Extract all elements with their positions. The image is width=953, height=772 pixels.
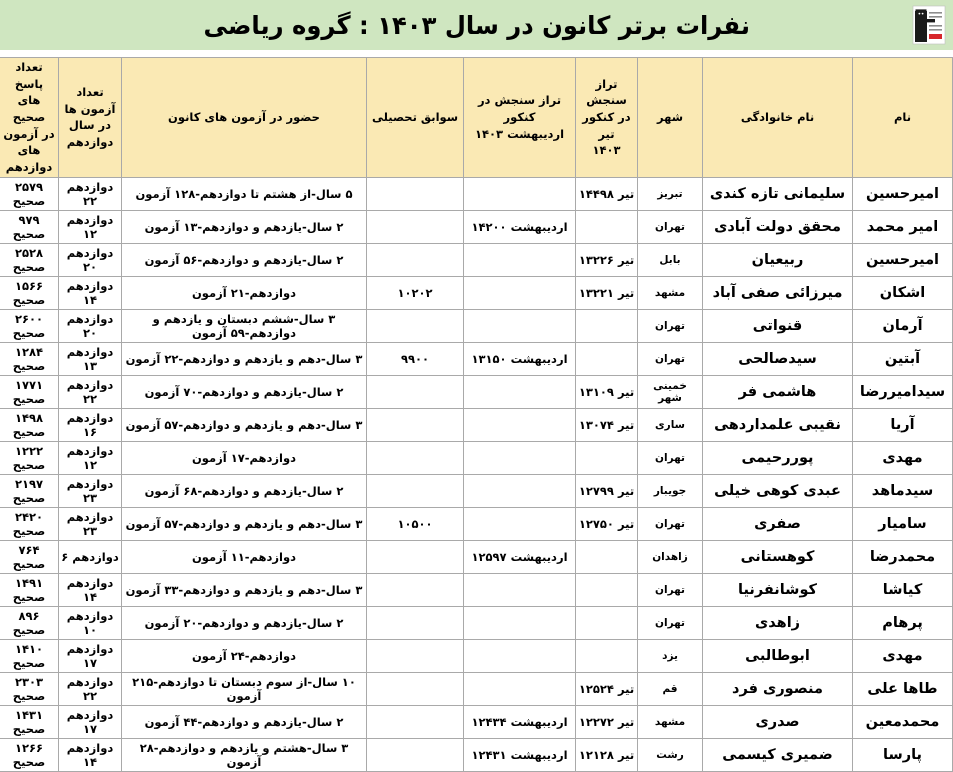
cell-count12: دوازدهم ۱۶	[59, 408, 122, 441]
cell-city: جویبار	[638, 474, 703, 507]
cell-hozur: ۲ سال-یازدهم و دوازدهم-۷۰ آزمون	[122, 375, 367, 408]
table-row	[0, 309, 953, 342]
cell-taraz-ordibehesht	[464, 474, 576, 507]
cell-count12: دوازدهم ۲۰	[59, 243, 122, 276]
cell-taraz-tir	[576, 606, 638, 639]
cell-count12: دوازدهم ۱۲	[59, 441, 122, 474]
table-row	[0, 342, 953, 375]
cell-family: هاشمی فر	[703, 375, 853, 408]
cell-name: امیرحسین	[853, 243, 953, 276]
cell-taraz-tir: تیر ۱۲۱۲۸	[576, 738, 638, 771]
cell-family: نقیبی علمداردهی	[703, 408, 853, 441]
cell-correct: ۱۴۱۰ صحیح	[0, 639, 59, 672]
cell-savabegh	[367, 672, 464, 705]
cell-savabegh	[367, 177, 464, 210]
cell-taraz-tir	[576, 342, 638, 375]
column-header-taraz-tir	[576, 58, 638, 178]
cell-taraz-ordibehesht: اردیبهشت ۱۲۴۳۱	[464, 738, 576, 771]
cell-correct: ۲۵۲۸ صحیح	[0, 243, 59, 276]
cell-name: سامیار	[853, 507, 953, 540]
column-header-count12	[59, 58, 122, 178]
cell-family: صدری	[703, 705, 853, 738]
column-header-hozur-label: حضور در آزمون های کانون	[168, 110, 320, 125]
cell-savabegh	[367, 540, 464, 573]
table-row	[0, 177, 953, 210]
cell-name: آرمان	[853, 309, 953, 342]
cell-taraz-tir: تیر ۱۴۴۹۸	[576, 177, 638, 210]
cell-taraz-tir: تیر ۱۳۲۲۶	[576, 243, 638, 276]
cell-taraz-ordibehesht	[464, 276, 576, 309]
cell-count12: دوازدهم ۱۰	[59, 606, 122, 639]
table-row	[0, 606, 953, 639]
cell-name: آبتین	[853, 342, 953, 375]
cell-name: اشکان	[853, 276, 953, 309]
cell-family: منصوری فرد	[703, 672, 853, 705]
cell-family: قنواتی	[703, 309, 853, 342]
cell-hozur: ۳ سال-دهم و یازدهم و دوازدهم-۳۳ آزمون	[122, 573, 367, 606]
cell-taraz-ordibehesht	[464, 606, 576, 639]
cell-correct: ۸۹۶ صحیح	[0, 606, 59, 639]
cell-taraz-tir	[576, 573, 638, 606]
cell-hozur: ۲ سال-یازدهم و دوازدهم-۵۶ آزمون	[122, 243, 367, 276]
cell-taraz-ordibehesht	[464, 639, 576, 672]
table-row	[0, 573, 953, 606]
cell-name: محمدرضا	[853, 540, 953, 573]
cell-taraz-ordibehesht	[464, 375, 576, 408]
cell-family: عبدی کوهی خیلی	[703, 474, 853, 507]
cell-savabegh	[367, 474, 464, 507]
cell-savabegh	[367, 408, 464, 441]
cell-savabegh	[367, 441, 464, 474]
cell-taraz-ordibehesht	[464, 309, 576, 342]
cell-taraz-tir	[576, 639, 638, 672]
cell-city: تهران	[638, 210, 703, 243]
cell-taraz-tir: تیر ۱۳۰۷۴	[576, 408, 638, 441]
cell-correct: ۹۷۹ صحیح	[0, 210, 59, 243]
cell-city: تهران	[638, 507, 703, 540]
cell-hozur: ۲ سال-یازدهم و دوازدهم-۱۳ آزمون	[122, 210, 367, 243]
cell-savabegh	[367, 705, 464, 738]
table-row	[0, 540, 953, 573]
cell-name: آریا	[853, 408, 953, 441]
cell-family: کوشانفرنیا	[703, 573, 853, 606]
cell-taraz-tir	[576, 540, 638, 573]
cell-family: صفری	[703, 507, 853, 540]
cell-city: تهران	[638, 309, 703, 342]
cell-savabegh	[367, 639, 464, 672]
cell-city: بابل	[638, 243, 703, 276]
cell-taraz-ordibehesht: اردیبهشت ۱۲۵۹۷	[464, 540, 576, 573]
cell-correct: ۱۲۲۲ صحیح	[0, 441, 59, 474]
cell-family: میرزائی صفی آباد	[703, 276, 853, 309]
cell-family: کوهستانی	[703, 540, 853, 573]
cell-hozur: ۳ سال-دهم و یازدهم و دوازدهم-۵۷ آزمون	[122, 408, 367, 441]
cell-count12: دوازدهم ۶	[59, 540, 122, 573]
column-header-name-label: نام	[893, 110, 912, 125]
table-row	[0, 474, 953, 507]
table-row	[0, 507, 953, 540]
cell-correct: ۱۴۳۱ صحیح	[0, 705, 59, 738]
cell-correct: ۲۶۰۰ صحیح	[0, 309, 59, 342]
table-row	[0, 738, 953, 771]
cell-taraz-ordibehesht	[464, 507, 576, 540]
cell-correct: ۱۲۶۶ صحیح	[0, 738, 59, 771]
cell-taraz-ordibehesht	[464, 177, 576, 210]
cell-hozur: دوازدهم-۲۱ آزمون	[122, 276, 367, 309]
column-header-savabegh-label: سوابق تحصیلی	[371, 110, 459, 125]
cell-savabegh: ۱۰۲۰۲	[367, 276, 464, 309]
cell-taraz-tir	[576, 309, 638, 342]
cell-taraz-ordibehesht	[464, 573, 576, 606]
cell-savabegh	[367, 573, 464, 606]
cell-taraz-tir: تیر ۱۲۲۷۲	[576, 705, 638, 738]
cell-taraz-ordibehesht	[464, 408, 576, 441]
cell-hozur: ۱۰ سال-از سوم دبستان تا دوازدهم-۲۱۵ آزمون	[122, 672, 367, 705]
table-row	[0, 210, 953, 243]
cell-taraz-ordibehesht: اردیبهشت ۱۴۲۰۰	[464, 210, 576, 243]
cell-hozur: ۳ سال-دهم و یازدهم و دوازدهم-۵۷ آزمون	[122, 507, 367, 540]
table-header-row	[0, 58, 953, 178]
cell-name: پارسا	[853, 738, 953, 771]
cell-correct: ۲۳۰۳ صحیح	[0, 672, 59, 705]
cell-correct: ۲۴۲۰ صحیح	[0, 507, 59, 540]
cell-city: ساری	[638, 408, 703, 441]
cell-taraz-tir: تیر ۱۲۷۵۰	[576, 507, 638, 540]
cell-name: کیاشا	[853, 573, 953, 606]
cell-taraz-tir: تیر ۱۲۵۲۴	[576, 672, 638, 705]
cell-savabegh: ۱۰۵۰۰	[367, 507, 464, 540]
kanoon-logo-icon	[909, 3, 949, 47]
page-banner	[0, 0, 953, 50]
column-header-name	[853, 58, 953, 178]
cell-hozur: ۵ سال-از هشتم تا دوازدهم-۱۲۸ آزمون	[122, 177, 367, 210]
page-title: نفرات برتر کانون در سال ۱۴۰۳ : گروه ریاضی	[203, 10, 750, 40]
cell-correct: ۷۶۴ صحیح	[0, 540, 59, 573]
cell-family: ربیعیان	[703, 243, 853, 276]
cell-savabegh: ۹۹۰۰	[367, 342, 464, 375]
cell-count12: دوازدهم ۱۴	[59, 573, 122, 606]
cell-hozur: دوازدهم-۱۷ آزمون	[122, 441, 367, 474]
cell-count12: دوازدهم ۱۴	[59, 276, 122, 309]
cell-city: مشهد	[638, 705, 703, 738]
cell-savabegh	[367, 375, 464, 408]
cell-correct: ۲۵۷۹ صحیح	[0, 177, 59, 210]
cell-family: پوررحیمی	[703, 441, 853, 474]
cell-name: طاها علی	[853, 672, 953, 705]
cell-savabegh	[367, 738, 464, 771]
table-row	[0, 408, 953, 441]
cell-hozur: دوازدهم-۲۴ آزمون	[122, 639, 367, 672]
cell-correct: ۱۲۸۴ صحیح	[0, 342, 59, 375]
cell-family: زاهدی	[703, 606, 853, 639]
cell-city: زاهدان	[638, 540, 703, 573]
table-row	[0, 672, 953, 705]
table-row	[0, 276, 953, 309]
cell-hozur: ۳ سال-ششم دبستان و یازدهم و دوازدهم-۵۹ آزمون	[122, 309, 367, 342]
cell-name: محمدمعین	[853, 705, 953, 738]
column-header-taraz-ordibehesht	[464, 58, 576, 178]
column-header-family	[703, 58, 853, 178]
cell-name: سیدماهد	[853, 474, 953, 507]
table-header	[0, 58, 953, 178]
cell-correct: ۲۱۹۷ صحیح	[0, 474, 59, 507]
cell-taraz-ordibehesht	[464, 243, 576, 276]
cell-taraz-tir	[576, 210, 638, 243]
top-students-table	[0, 57, 953, 772]
cell-count12: دوازدهم ۲۰	[59, 309, 122, 342]
cell-taraz-tir: تیر ۱۳۱۰۹	[576, 375, 638, 408]
cell-count12: دوازدهم ۲۳	[59, 474, 122, 507]
cell-taraz-ordibehesht: اردیبهشت ۱۲۴۳۴	[464, 705, 576, 738]
cell-city: مشهد	[638, 276, 703, 309]
cell-savabegh	[367, 243, 464, 276]
cell-taraz-ordibehesht	[464, 441, 576, 474]
cell-city: تهران	[638, 606, 703, 639]
cell-family: محقق دولت آبادی	[703, 210, 853, 243]
cell-hozur: ۲ سال-یازدهم و دوازدهم-۲۰ آزمون	[122, 606, 367, 639]
cell-taraz-ordibehesht	[464, 672, 576, 705]
cell-correct: ۱۴۹۸ صحیح	[0, 408, 59, 441]
cell-count12: دوازدهم ۲۲	[59, 177, 122, 210]
cell-taraz-tir	[576, 441, 638, 474]
cell-count12: دوازدهم ۲۳	[59, 507, 122, 540]
cell-count12: دوازدهم ۱۲	[59, 210, 122, 243]
cell-name: امیرحسین	[853, 177, 953, 210]
column-header-correct	[0, 58, 59, 178]
cell-family: سلیمانی تازه کندی	[703, 177, 853, 210]
cell-savabegh	[367, 309, 464, 342]
cell-taraz-tir: تیر ۱۲۷۹۹	[576, 474, 638, 507]
cell-hozur: ۳ سال-هشتم و یازدهم و دوازدهم-۲۸ آزمون	[122, 738, 367, 771]
column-header-savabegh	[367, 58, 464, 178]
cell-count12: دوازدهم ۱۷	[59, 639, 122, 672]
cell-family: ضمیری کیسمی	[703, 738, 853, 771]
cell-hozur: ۳ سال-دهم و یازدهم و دوازدهم-۲۲ آزمون	[122, 342, 367, 375]
column-header-correct-label: تعداد پاسخ های صحیح در آزمون های دوازدهم	[3, 60, 55, 175]
cell-name: مهدی	[853, 639, 953, 672]
column-header-city	[638, 58, 703, 178]
cell-city: قم	[638, 672, 703, 705]
cell-city: تهران	[638, 441, 703, 474]
cell-hozur: ۲ سال-یازدهم و دوازدهم-۴۴ آزمون	[122, 705, 367, 738]
cell-correct: ۱۴۹۱ صحیح	[0, 573, 59, 606]
cell-city: تهران	[638, 573, 703, 606]
column-header-taraz-ordibehesht-label: تراز سنجش در کنکور اردیبهشت ۱۴۰۳	[474, 93, 565, 141]
cell-family: ابوطالبی	[703, 639, 853, 672]
cell-name: سیدامیررضا	[853, 375, 953, 408]
cell-count12: دوازدهم ۱۴	[59, 738, 122, 771]
banner-table-divider	[0, 50, 953, 57]
cell-hozur: دوازدهم-۱۱ آزمون	[122, 540, 367, 573]
table-row	[0, 375, 953, 408]
cell-city: رشت	[638, 738, 703, 771]
cell-count12: دوازدهم ۲۲	[59, 672, 122, 705]
column-header-family-label: نام خانوادگی	[740, 110, 815, 125]
cell-city: یزد	[638, 639, 703, 672]
cell-taraz-ordibehesht: اردیبهشت ۱۳۱۵۰	[464, 342, 576, 375]
column-header-city-label: شهر	[656, 110, 684, 125]
cell-savabegh	[367, 210, 464, 243]
cell-city: تهران	[638, 342, 703, 375]
cell-family: سیدصالحی	[703, 342, 853, 375]
cell-city: خمینی شهر	[638, 375, 703, 408]
table-body	[0, 177, 953, 771]
table-row	[0, 705, 953, 738]
cell-name: پرهام	[853, 606, 953, 639]
column-header-hozur	[122, 58, 367, 178]
cell-savabegh	[367, 606, 464, 639]
table-row	[0, 441, 953, 474]
table-row	[0, 243, 953, 276]
column-header-taraz-tir-label: تراز سنجش در کنکور تیر ۱۴۰۳	[582, 76, 631, 158]
column-header-count12-label: تعداد آزمون ها در سال دوازدهم	[64, 85, 116, 150]
cell-hozur: ۲ سال-یازدهم و دوازدهم-۶۸ آزمون	[122, 474, 367, 507]
cell-correct: ۱۵۶۶ صحیح	[0, 276, 59, 309]
cell-city: تبریز	[638, 177, 703, 210]
cell-count12: دوازدهم ۱۳	[59, 342, 122, 375]
cell-correct: ۱۷۷۱ صحیح	[0, 375, 59, 408]
cell-name: امیر محمد	[853, 210, 953, 243]
cell-count12: دوازدهم ۱۷	[59, 705, 122, 738]
table-row	[0, 639, 953, 672]
cell-name: مهدی	[853, 441, 953, 474]
cell-taraz-tir: تیر ۱۳۲۲۱	[576, 276, 638, 309]
cell-count12: دوازدهم ۲۲	[59, 375, 122, 408]
